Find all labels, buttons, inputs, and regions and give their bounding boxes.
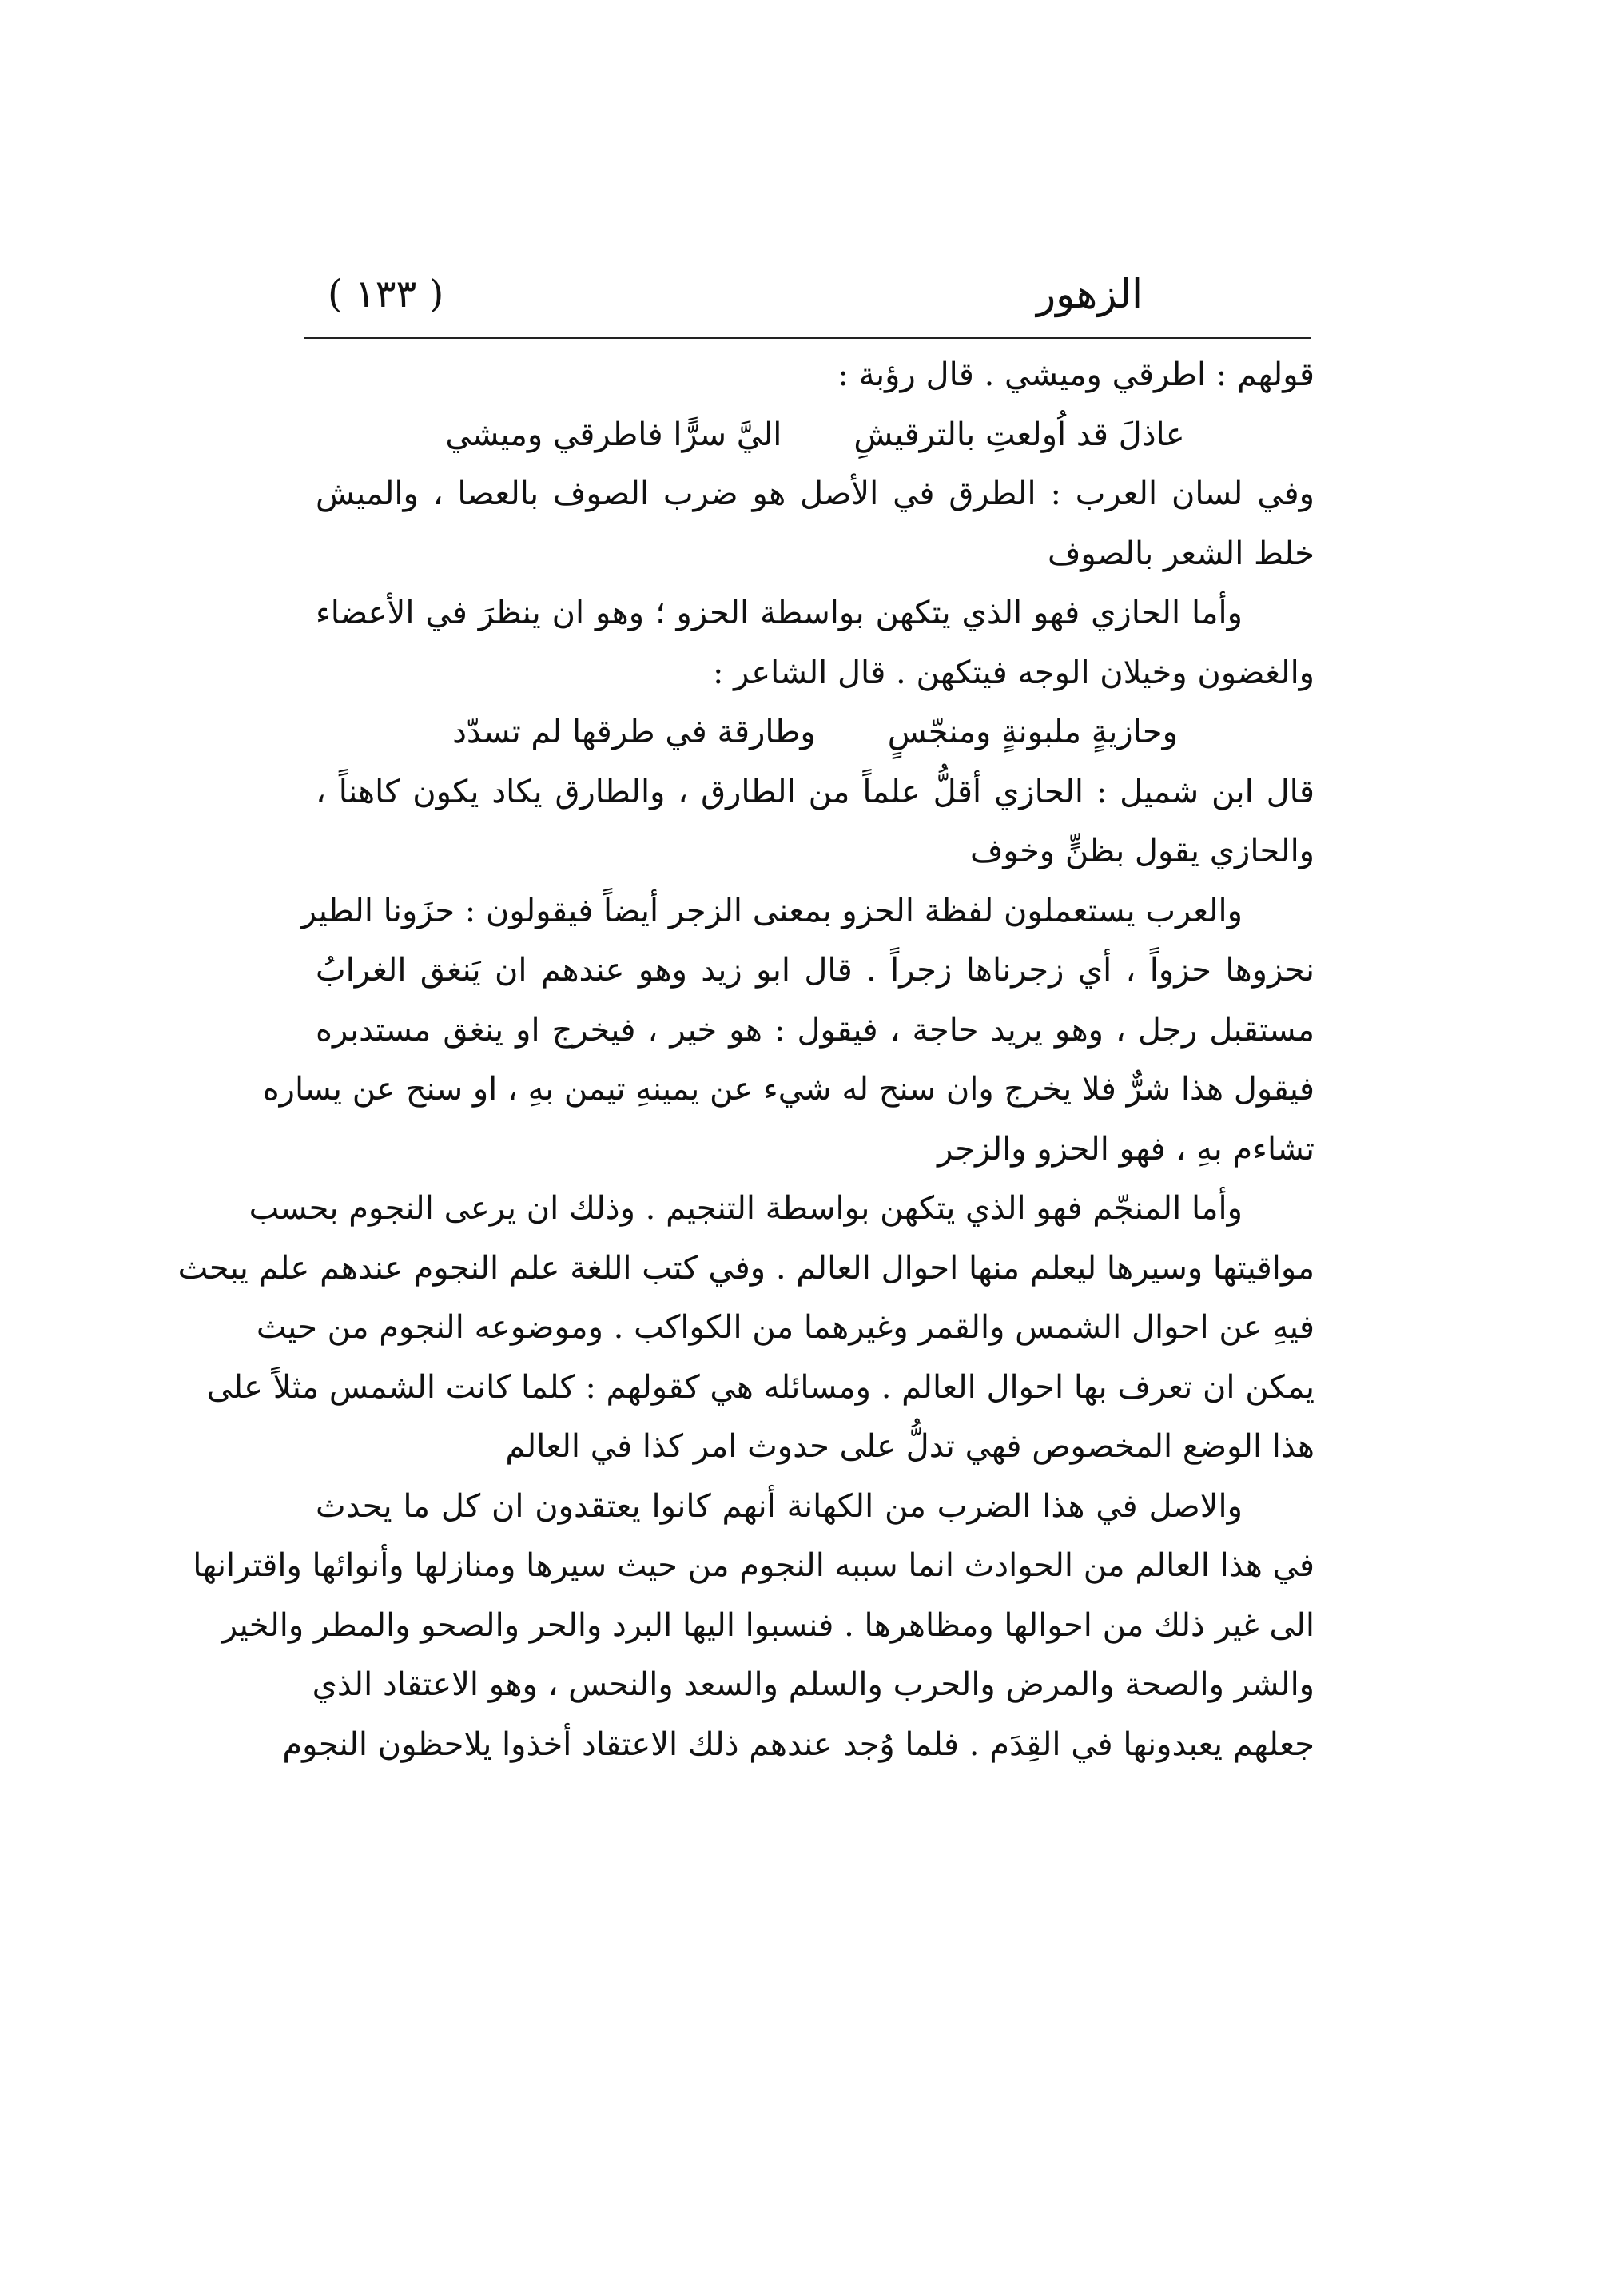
text-line: يمكن ان تعرف بها احوال العالم . ومسائله هي كقولهم : كلما كانت الشمس مثلاً على xyxy=(206,1368,1315,1406)
page-number: ( ١٣٣ ) xyxy=(328,272,444,316)
text-line: والغضون وخيلان الوجه فيتكهن . قال الشاعر : xyxy=(712,654,1315,691)
verse-line xyxy=(316,405,1315,465)
verse-line xyxy=(316,702,1315,762)
text-line: الى غير ذلك من احوالها ومظاهرها . فنسبوا اليها البرد والحر والصحو والمطر والخير xyxy=(221,1606,1315,1644)
verse-hemistich: وطارقة في طرقها لم تسدّد xyxy=(452,714,816,750)
body-text xyxy=(177,345,1315,1774)
text-line: جعلهم يعبدونها في القِدَم . فلما وُجد عندهم ذلك الاعتقاد أخذوا يلاحظون النجوم xyxy=(282,1725,1315,1763)
paragraph-start-line: والاصل في هذا الضرب من الكهانة أنهم كانوا يعتقدون ان كل ما يحدث xyxy=(316,1487,1243,1525)
running-title: الزهور xyxy=(1036,271,1143,317)
verse-hemistich: عاذلَ قد اُولعتِ بالترقيشِ xyxy=(853,416,1185,453)
verse-hemistich: وحازيةٍ ملبونةٍ ومنجّسٍ xyxy=(887,714,1178,750)
paragraph-start-line: وأما الحازي فهو الذي يتكهن بواسطة الحزو ؛ وهو ان ينظرَ في الأعضاء xyxy=(316,595,1243,631)
text-line: تشاءم بهِ ، فهو الحزو والزجر xyxy=(937,1130,1315,1168)
page-header xyxy=(304,254,1311,334)
text-line: والحازي يقول بظنٍّ وخوف xyxy=(969,833,1315,869)
paragraph-start-line: والعرب يستعملون لفظة الحزو بمعنى الزجر أيضاً فيقولون : حزَونا الطير xyxy=(300,892,1243,929)
verse-hemistich: اليَّ سرًّا فاطرقي وميشي xyxy=(445,416,782,453)
text-line: في هذا العالم من الحوادث انما سببه النجوم من حيث سيرها ومنازلها وأنوائها واقترانها xyxy=(193,1547,1315,1584)
text-line: وفي لسان العرب : الطرق في الأصل هو ضرب الصوف بالعصا ، والميش xyxy=(316,476,1315,512)
text-line: فيقول هذا شرٌّ فلا يخرج وان سنح له شيء عن يمينهِ تيمن بهِ ، او سنح عن يساره xyxy=(262,1071,1315,1108)
text-line: قال ابن شميل : الحازي أقلُّ علماً من الطارق ، والطارق يكاد يكون كاهناً ، xyxy=(316,773,1315,810)
text-line: مواقيتها وسيرها ليعلم منها احوال العالم . وفي كتب اللغة علم النجوم عندهم علم يبحث xyxy=(177,1249,1315,1287)
text-line: والشر والصحة والمرض والحرب والسلم والسعد والنحس ، وهو الاعتقاد الذي xyxy=(312,1666,1315,1703)
text-line: فيهِ عن احوال الشمس والقمر وغيرهما من الكواكب . وموضوعه النجوم من حيث xyxy=(256,1309,1315,1346)
paragraph-start-line: وأما المنجّم فهو الذي يتكهن بواسطة التنجيم . وذلك ان يرعى النجوم بحسب xyxy=(249,1190,1243,1227)
text-line: خلط الشعر بالصوف xyxy=(1047,535,1315,572)
text-line: هذا الوضع المخصوص فهي تدلُّ على حدوث امر كذا في العالم xyxy=(505,1428,1315,1465)
header-rule xyxy=(304,337,1311,339)
text-line: مستقبل رجل ، وهو يريد حاجة ، فيقول : هو خير ، فيخرج او ينغق مستدبره xyxy=(316,1011,1315,1049)
text-line: نحزوها حزواً ، أي زجرناها زجراً . قال ابو زيد وهو عندهم ان يَنغق الغرابُ xyxy=(316,952,1315,989)
text-line: قولهم : اطرقي وميشي . قال رؤبة : xyxy=(837,356,1315,393)
